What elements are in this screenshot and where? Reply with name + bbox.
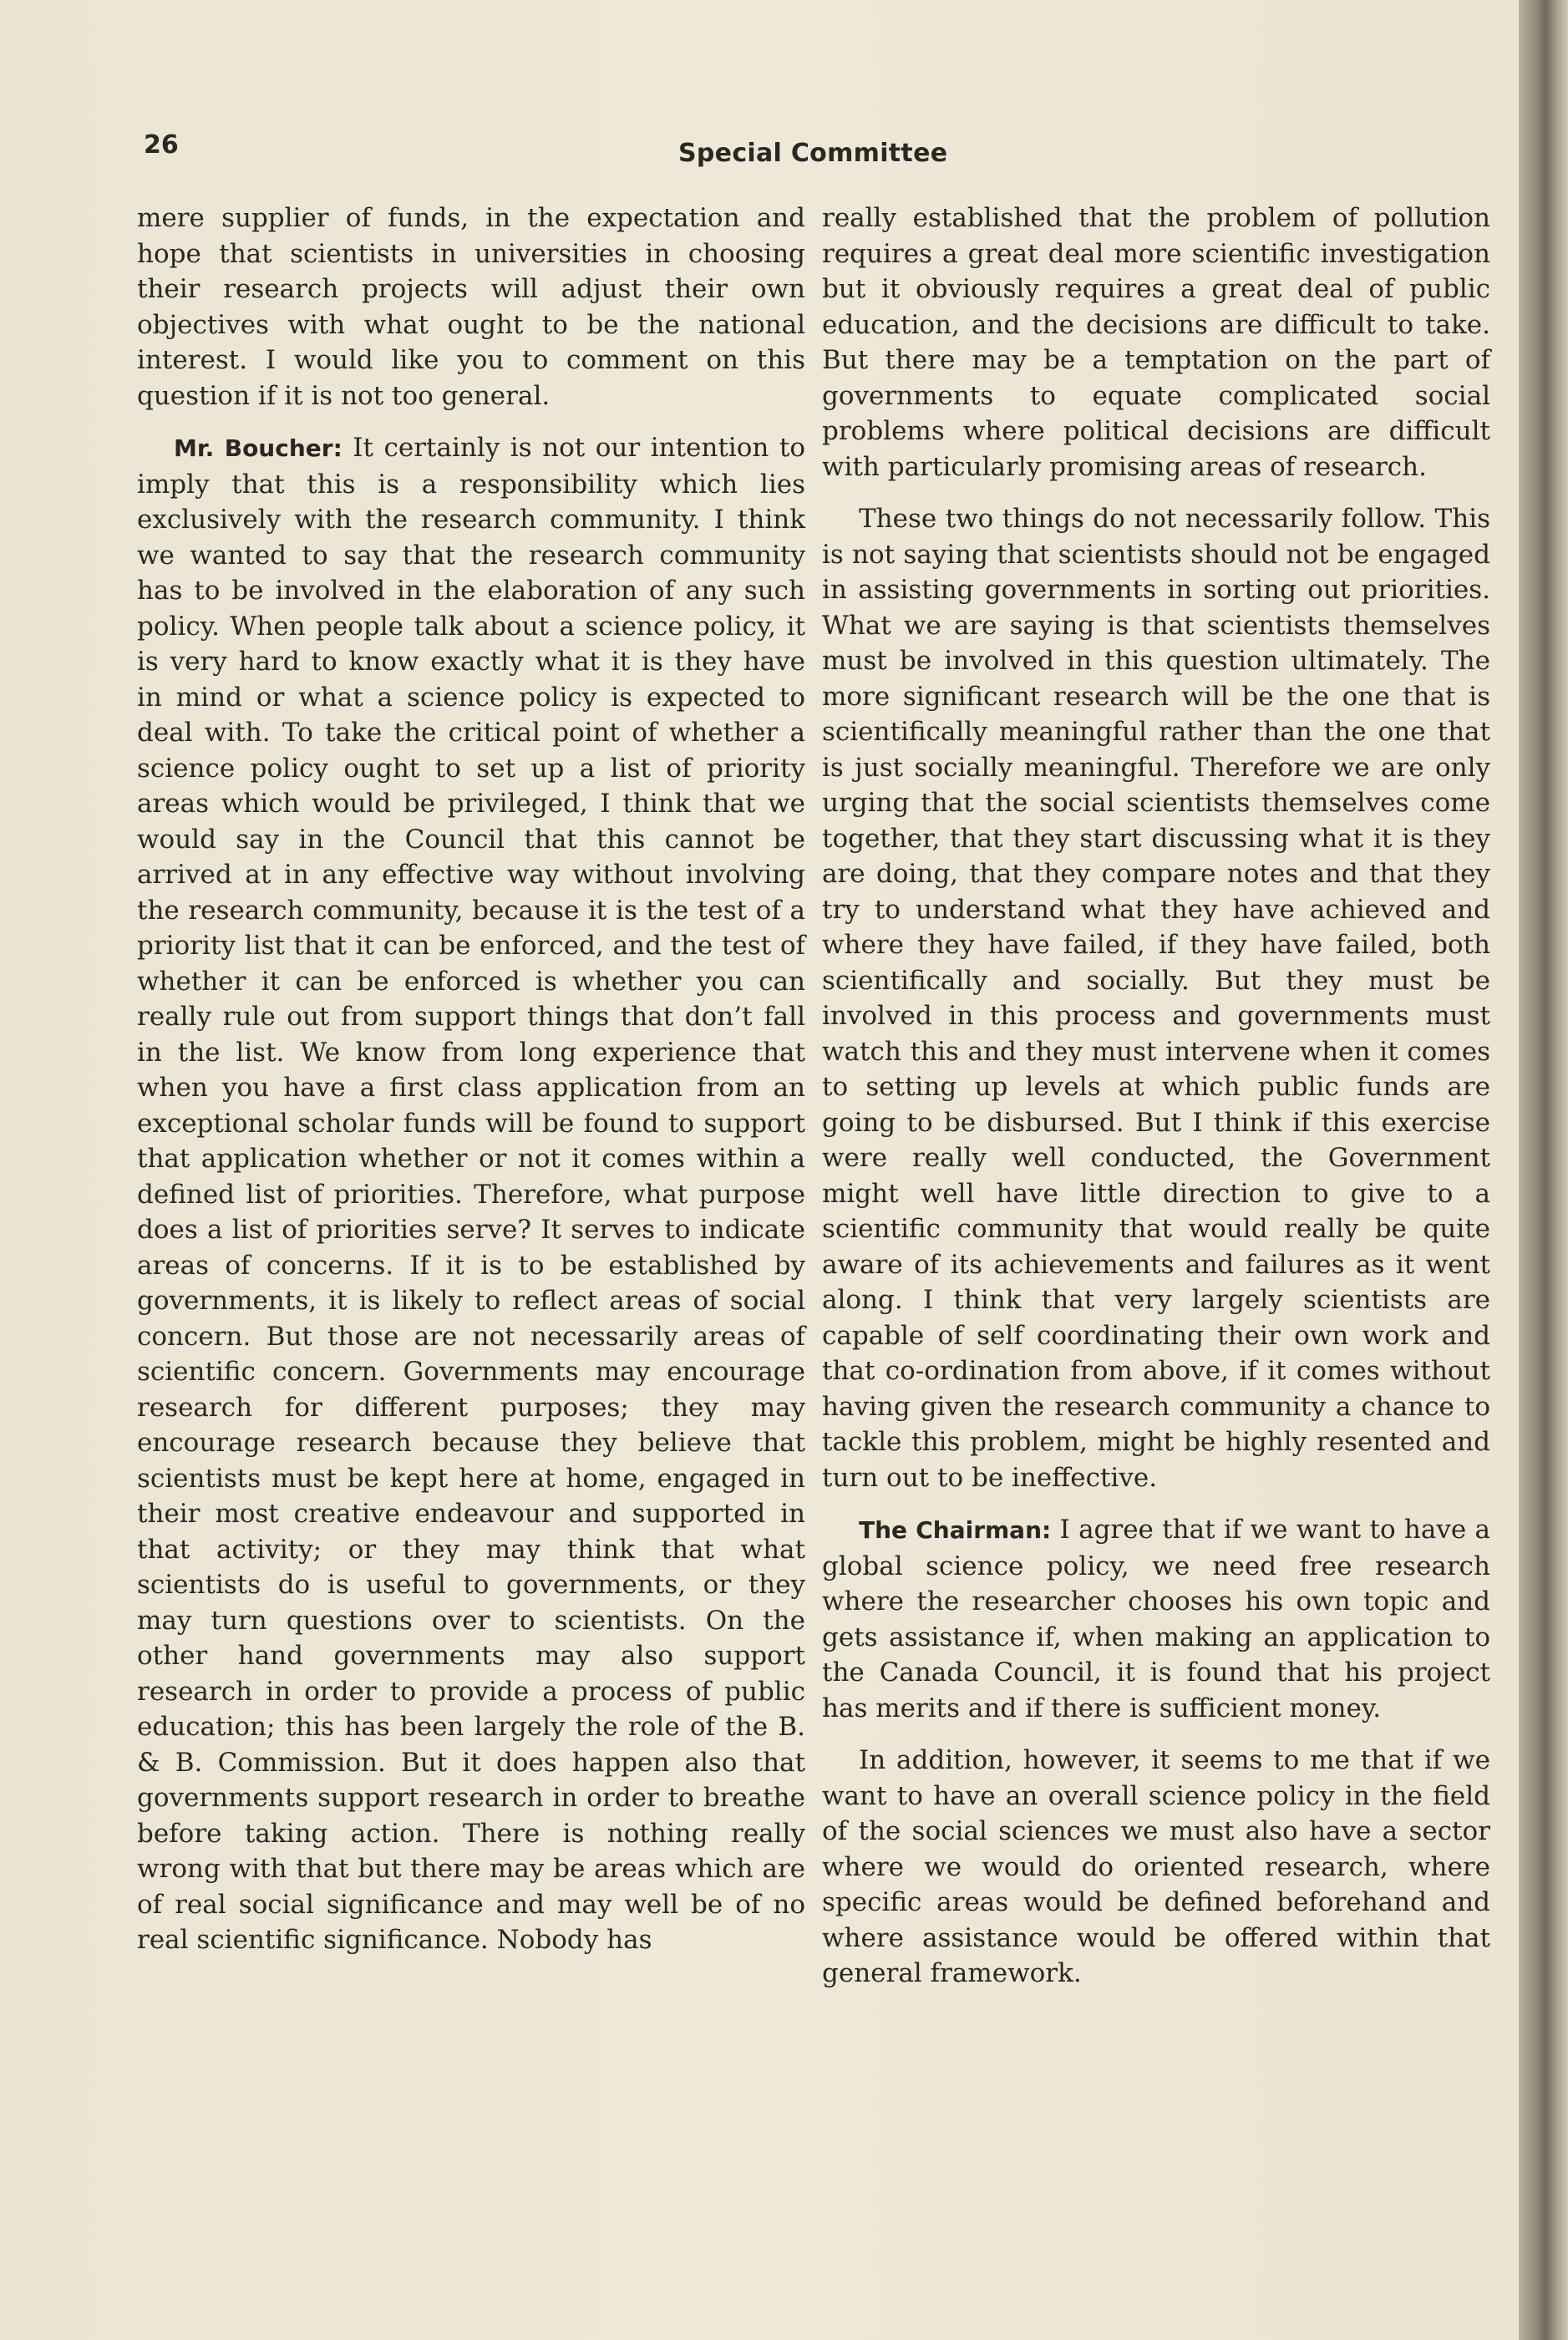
speaker-name: Mr. Boucher: xyxy=(174,434,343,462)
paragraph: These two things do not necessarily follow. This is not saying that scientists should not be engaged in assisting governments in sorting out priorities. What we are saying is that scientists themselves must be involved in this question ultimately. The more significant research will be the one that is scientifically meaningful rather than the one that is just socially meaningful. Therefore we are only urging that the social scientists themselves come together, that they start discussing what it is they are doing, that they compare notes and that they try to understand what they have achieved and where they have failed, if they have failed, both scientifically and socially. But they must be involved in this process and governments must watch this and they must intervene when it comes to setting up levels at which public funds are going to be disbursed. But I think if this exercise were really well conducted, the Government might well have little direction to give to a scientific community that would really be quite aware of its achievements and failures as it went along. I think that very largely scientists are capable of self coordinating their own work and that co-ordination from above, if it comes without having given the research community a chance to tackle this problem, might be highly resented and turn out to be ineffective. xyxy=(822,504,1490,1493)
book-spine-edge xyxy=(1519,0,1568,2340)
page-number: 26 xyxy=(144,130,179,160)
paragraph xyxy=(822,1512,1490,1726)
speech-text: I agree that if we want to have a global science policy, we need free research where the researcher chooses his own topic and gets assistance if, when making an application to the Canada Council, it is found that his project has merits and if there is sufficient money. xyxy=(822,1515,1491,1723)
speaker-name: The Chairman: xyxy=(859,1516,1052,1544)
paragraph xyxy=(137,430,805,1958)
right-column xyxy=(822,200,1490,2008)
speech-text: It certainly is not our intention to imply that this is a responsibility which lies exclusively with the research community. I think we wanted to say that the research community has to be involved in the elaboration of any such policy. When people talk about a science policy, it is very hard to know exactly what it is they have in mind or what a science policy is expected to deal with. To take the critical point of whether a science policy ought to set up a list of priority areas which would be privileged, I think that we would say in the Council that this cannot be arrived at in any effective way without involving the research community, because it is the test of a priority list that it can be enforced, and the test of whether it can be enforced is whether you can really rule out from support things that don’t fall in the list. We know from long experience that when you have a first class application from an exceptional scholar funds will be found to support that application whether or not it comes within a defined list of priorities. Therefore, what purpose does a list of priorities serve? It serves to indicate areas of concerns. If it is to be established by governments, it is likely to reflect areas of social concern. But those are not necessarily areas of scientific concern. Governments may encourage research for different purposes; they may encourage research because they believe that scientists must be kept here at home, engaged in their most creative endeavour and supported in that activity; or they may think that what scientists do is useful to governments, or they may turn questions over to scientists. On the other hand governments may also support research in order to provide a process of public education; this has been largely the role of the B. & B. Commission. But it does happen also that governments support research in order to breathe before taking action. There is nothing really wrong with that but there may be areas which are of real social significance and may well be of no real scientific significance. Nobody has xyxy=(137,433,805,1955)
paragraph: In addition, however, it seems to me that if we want to have an overall science policy in the field of the social sciences we must also have a sector where we would do oriented research, where specific areas would be defined beforehand and where assistance would be offered within that general framework. xyxy=(822,1745,1490,1988)
paragraph: really established that the problem of pollution requires a great deal more scientific investigation but it obviously requires a great deal of public education, and the decisions are difficult to take. But there may be a temptation on the part of governments to equate complicated social problems where political decisions are difficult with particularly promising areas of research. xyxy=(822,203,1490,482)
paragraph: mere supplier of funds, in the expectation and hope that scientists in universities in choosing their research projects will adjust their own objectives with what ought to be the national interest. I would like you to comment on this question if it is not too general. xyxy=(137,203,805,411)
left-column xyxy=(137,200,805,1975)
running-title: Special Committee xyxy=(678,139,948,168)
